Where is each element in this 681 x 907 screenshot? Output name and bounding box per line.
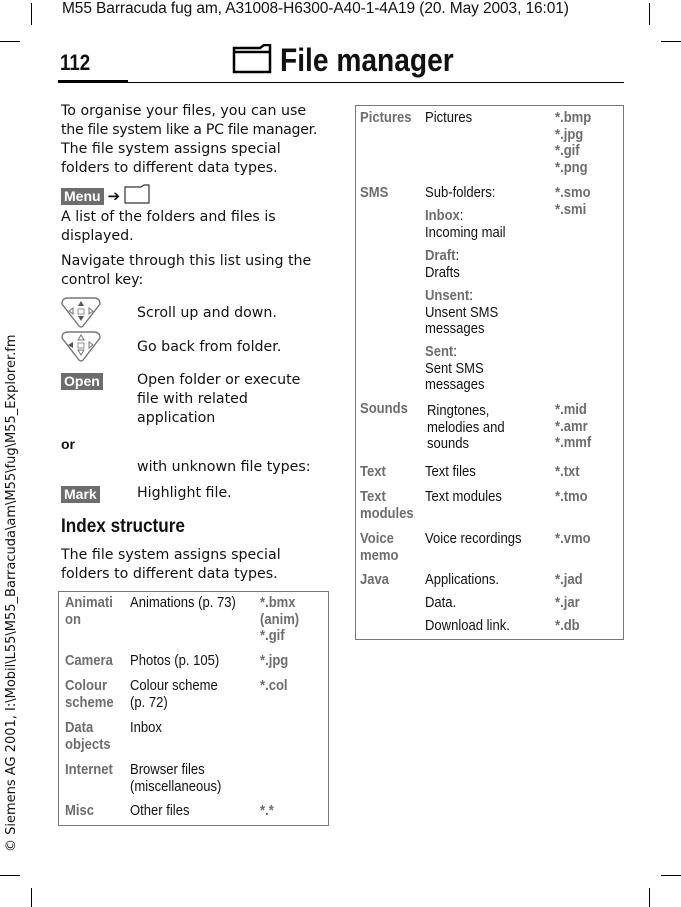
- folder-content: Pictures: [425, 110, 473, 126]
- arrow-icon: ➔: [107, 187, 121, 205]
- folder-name: Animati on: [65, 595, 113, 628]
- crop-mark: [0, 875, 20, 876]
- folder-name: Text modules: [360, 489, 414, 522]
- file-types: *.bmx (anim) *.gif: [260, 595, 300, 644]
- text-line: displayed.: [61, 228, 134, 244]
- file-types: *.bmp *.jpg *.gif *.png: [555, 110, 592, 176]
- text-line: the file system like a PC file manager.: [61, 122, 318, 138]
- text-line: The file system assigns special: [61, 547, 281, 563]
- control-description: Go back from folder.: [137, 339, 282, 355]
- control-key-left-icon: [60, 330, 102, 366]
- header-rule: [58, 82, 624, 83]
- text-line: The file system assigns special: [61, 141, 281, 157]
- folder-content: Other files: [130, 803, 190, 819]
- mark-softkey[interactable]: Mark: [61, 486, 100, 503]
- crop-mark: [661, 875, 681, 876]
- control-description: Highlight file.: [137, 485, 232, 501]
- control-description: [137, 371, 300, 428]
- control-description: Scroll up and down.: [137, 305, 277, 321]
- crop-mark: [31, 3, 32, 25]
- folder-content: Browser files (miscellaneous): [130, 762, 222, 795]
- folder-name: Text: [360, 464, 386, 480]
- folder-table-right: [355, 105, 624, 640]
- file-types: *.vmo: [555, 531, 591, 547]
- folder-name: Sounds: [360, 401, 408, 417]
- folder-table-left: [58, 591, 329, 826]
- crop-mark: [649, 3, 650, 25]
- file-types: *.jad: [555, 572, 583, 588]
- text-line: folders to different data types.: [61, 566, 278, 582]
- unknown-types-text: with unknown file types:: [137, 459, 311, 475]
- control-key-up-down-icon: [60, 296, 102, 332]
- folder-icon: [124, 184, 150, 208]
- text-line: A list of the folders and files is: [61, 209, 276, 225]
- folder-name: Colour scheme: [65, 678, 114, 711]
- folder-name: Data objects: [65, 720, 111, 753]
- crop-mark: [649, 888, 650, 907]
- folder-content: Text modules: [425, 489, 502, 505]
- folder-content: Animations (p. 73): [130, 595, 236, 611]
- folder-name: Pictures: [360, 110, 412, 126]
- file-types: *.jar: [555, 595, 580, 611]
- intro-paragraph: [61, 102, 331, 178]
- text-line: file with related: [137, 391, 248, 407]
- mark-softkey-row: [61, 484, 100, 503]
- sms-subfolder: Draft: Drafts: [425, 248, 460, 281]
- section-heading: Index structure: [61, 515, 185, 537]
- navigate-description: [61, 252, 331, 290]
- folder-name: Voice memo: [360, 531, 399, 564]
- text-line: control key:: [61, 272, 144, 288]
- side-file-path: © Siemens AG 2001, I:\Mobil\L55\M55_Barracuda\am\M55\fug\M55_Explorer.fm: [4, 334, 19, 852]
- text-line: To organise your files, you can use: [61, 103, 307, 119]
- folder-name: SMS: [360, 185, 389, 201]
- folder-name: Internet: [65, 762, 113, 778]
- file-types: *.smo *.smi: [555, 185, 591, 218]
- crop-mark: [0, 41, 20, 42]
- index-description: [61, 546, 331, 584]
- file-types: *.txt: [555, 464, 580, 480]
- chapter-heading: [232, 42, 477, 79]
- folder-content: Download link.: [425, 618, 510, 634]
- list-description: [61, 208, 331, 246]
- running-head: M55 Barracuda fug am, A31008-H6300-A40-1-4A19 (20. May 2003, 16:01): [62, 0, 569, 17]
- folder-content: Data.: [425, 595, 457, 611]
- text-line: Open folder or execute: [137, 372, 301, 388]
- folder-content: Photos (p. 105): [130, 653, 220, 669]
- open-softkey[interactable]: Open: [61, 373, 103, 390]
- folder-name: Misc: [65, 803, 95, 819]
- folder-content: Voice recordings: [425, 531, 522, 547]
- file-types: *.tmo: [555, 489, 588, 505]
- folder-name: Java: [360, 572, 390, 588]
- folder-content: Ringtones, melodies and sounds: [427, 403, 505, 452]
- crop-mark: [661, 41, 681, 42]
- folder-content: Applications.: [425, 572, 499, 588]
- open-softkey-row: [61, 371, 103, 390]
- page-number: 112: [60, 50, 91, 75]
- folder-content: Sub-folders:: [425, 185, 496, 201]
- folder-content: Colour scheme (p. 72): [130, 678, 218, 711]
- text-line: application: [137, 410, 216, 426]
- menu-path: [61, 184, 150, 208]
- folder-content: Inbox: [130, 720, 162, 736]
- folder-name: Camera: [65, 653, 113, 669]
- or-label: or: [61, 436, 75, 452]
- file-types: *.db: [555, 618, 580, 634]
- sms-subfolder: Inbox: Incoming mail: [425, 208, 506, 241]
- chapter-title: File manager: [280, 42, 454, 78]
- folder-content: Text files: [425, 464, 476, 480]
- text-line: Navigate through this list using the: [61, 253, 312, 269]
- crop-mark: [31, 888, 32, 907]
- file-types: *.col: [260, 678, 288, 694]
- text-line: folders to different data types.: [61, 160, 278, 176]
- file-types: *.mid *.amr *.mmf: [555, 402, 592, 451]
- menu-softkey[interactable]: Menu: [61, 188, 104, 205]
- file-types: *.jpg: [260, 653, 289, 669]
- sms-subfolder: Unsent: Unsent SMS messages: [425, 288, 499, 337]
- file-types: *.*: [260, 803, 274, 819]
- folder-icon: [232, 44, 272, 78]
- sms-subfolder: Sent: Sent SMS messages: [425, 344, 485, 393]
